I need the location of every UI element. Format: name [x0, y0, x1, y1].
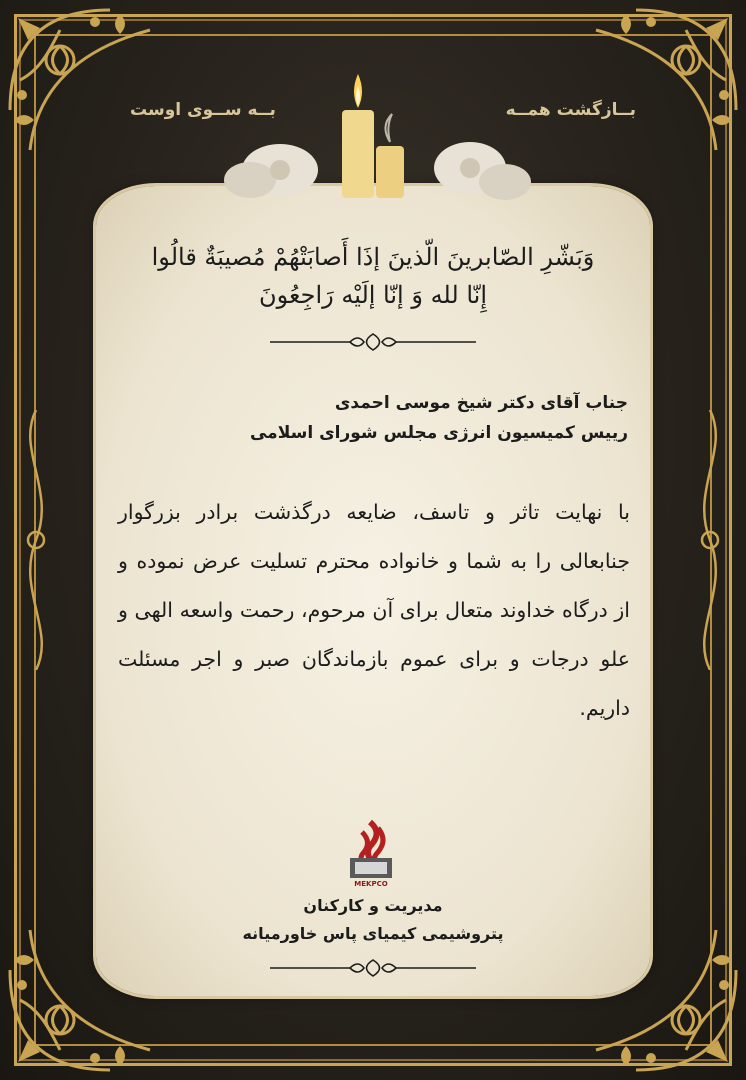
- verse-line-2: إِنّا لله وَ إنّا إلَیْه رَاجِعُونَ: [259, 281, 487, 309]
- divider-ornament-icon: [270, 958, 476, 978]
- verse-line-1: وَبَشّرِ الصّابرینَ الّذینَ إذَا أَصابَتْهُمْ مُصیبَةٌ قالُوا: [151, 243, 595, 271]
- quran-verse: [130, 238, 616, 314]
- candles-and-flowers-icon: [210, 70, 540, 200]
- signature-line-1: مدیریت و کارکنان: [303, 896, 443, 915]
- side-ornament-icon: [16, 410, 56, 670]
- flame-logo-icon: [342, 818, 400, 886]
- corner-ornament-icon: [576, 0, 746, 170]
- divider-ornament-icon: [270, 332, 476, 352]
- header-text-right: بــازگشت همــه: [505, 100, 636, 120]
- condolence-message: با نهایت تاثر و تاسف، ضایعه درگذشت برادر بزرگوار جنابعالی را به شما و خانواده محترم تسلیت عرض نموده و از درگاه خداوند متعال برای آن مرحوم، رحمت واسعه الهی و علو درجات و برای عموم بازماندگان صبر و اجر مسئلت داریم.: [118, 500, 630, 720]
- corner-ornament-icon: [0, 0, 170, 170]
- logo-label: MEKPCO: [354, 880, 388, 888]
- signature-line-2: پتروشیمی کیمیای پاس خاورمیانه: [242, 924, 504, 943]
- recipient-block: [250, 388, 628, 448]
- recipient-title: رییس کمیسیون انرژی مجلس شورای اسلامی: [249, 423, 628, 443]
- header-text-left: بــه ســوی اوست: [130, 100, 276, 120]
- side-ornament-icon: [690, 410, 730, 670]
- recipient-name: جناب آقای دکتر شیخ موسی احمدی: [334, 393, 628, 413]
